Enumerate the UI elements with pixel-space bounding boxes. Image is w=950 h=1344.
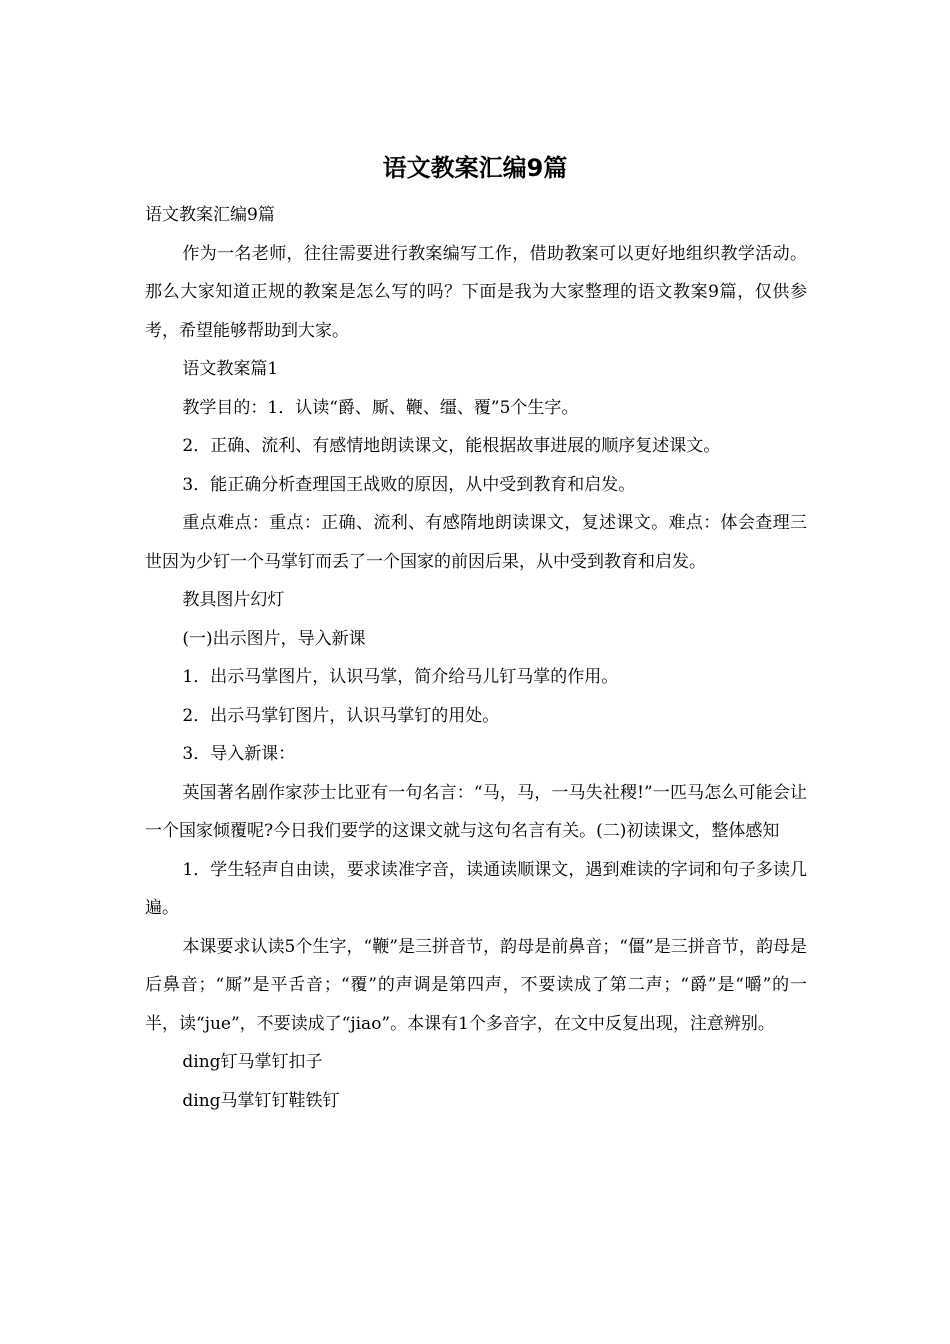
body-paragraph: 重点难点：重点：正确、流利、有感隋地朗读课文，复述课文。难点：体会查理三世因为少钉一个马掌钉而丢了一个国家的前因后果，从中受到教育和启发。 xyxy=(145,513,807,572)
body-paragraph: 2．出示马掌钉图片，认识马掌钉的用处。 xyxy=(182,705,500,726)
document-body xyxy=(145,196,807,1120)
body-paragraph: 1．学生轻声自由读，要求读准字音，读通读顺课文，遇到难读的字词和句子多读几遍。 xyxy=(145,859,807,918)
body-paragraph: ding钉马掌钉扣子 xyxy=(182,1052,323,1072)
body-paragraph: 英国著名剧作家莎士比亚有一句名言：“马，马，一马失社稷!”一匹马怎么可能会让一个国家倾覆呢?今日我们要学的这课文就与这句名言有关。(二)初读课文，整体感知 xyxy=(145,782,807,841)
body-paragraph: (一)出示图片，导入新课 xyxy=(182,628,366,649)
intro-paragraph: 作为一名老师，往往需要进行教案编写工作，借助教案可以更好地组织教学活动。那么大家知道正规的教案是怎么写的吗？下面是我为大家整理的语文教案9篇，仅供参考，希望能够帮助到大家。 xyxy=(145,243,807,341)
body-paragraph: 2．正确、流利、有感情地朗读课文，能根据故事进展的顺序复述课文。 xyxy=(182,436,721,456)
document-title: 语文教案汇编9篇 xyxy=(382,154,568,182)
body-paragraph: 教具图片幻灯 xyxy=(182,590,285,610)
body-paragraph: 3．能正确分析查理国王战败的原因，从中受到教育和启发。 xyxy=(182,474,636,495)
body-paragraph: 1．出示马掌图片，认识马掌，简介给马儿钉马掌的作用。 xyxy=(182,667,619,687)
body-paragraph: 3．导入新课： xyxy=(182,744,296,764)
body-paragraph: ding马掌钉钉鞋铁钉 xyxy=(182,1090,340,1111)
section-heading: 语文教案篇1 xyxy=(182,359,279,379)
body-paragraph: 本课要求认读5个生字，“鞭”是三拼音节，韵母是前鼻音；“僵”是三拼音节，韵母是后鼻音；“厮”是平舌音；“覆”的声调是第四声，不要读成了第二声；“爵”是“嚼”的一半，读“jue”，不要读成了“jiao”。本课有1个多音字，在文中反复出现，注意辨别。 xyxy=(145,936,807,1034)
body-paragraph: 教学目的：1．认读“爵、厮、鞭、缰、覆”5个生字。 xyxy=(182,397,579,418)
subtitle-paragraph: 语文教案汇编9篇 xyxy=(145,205,275,225)
